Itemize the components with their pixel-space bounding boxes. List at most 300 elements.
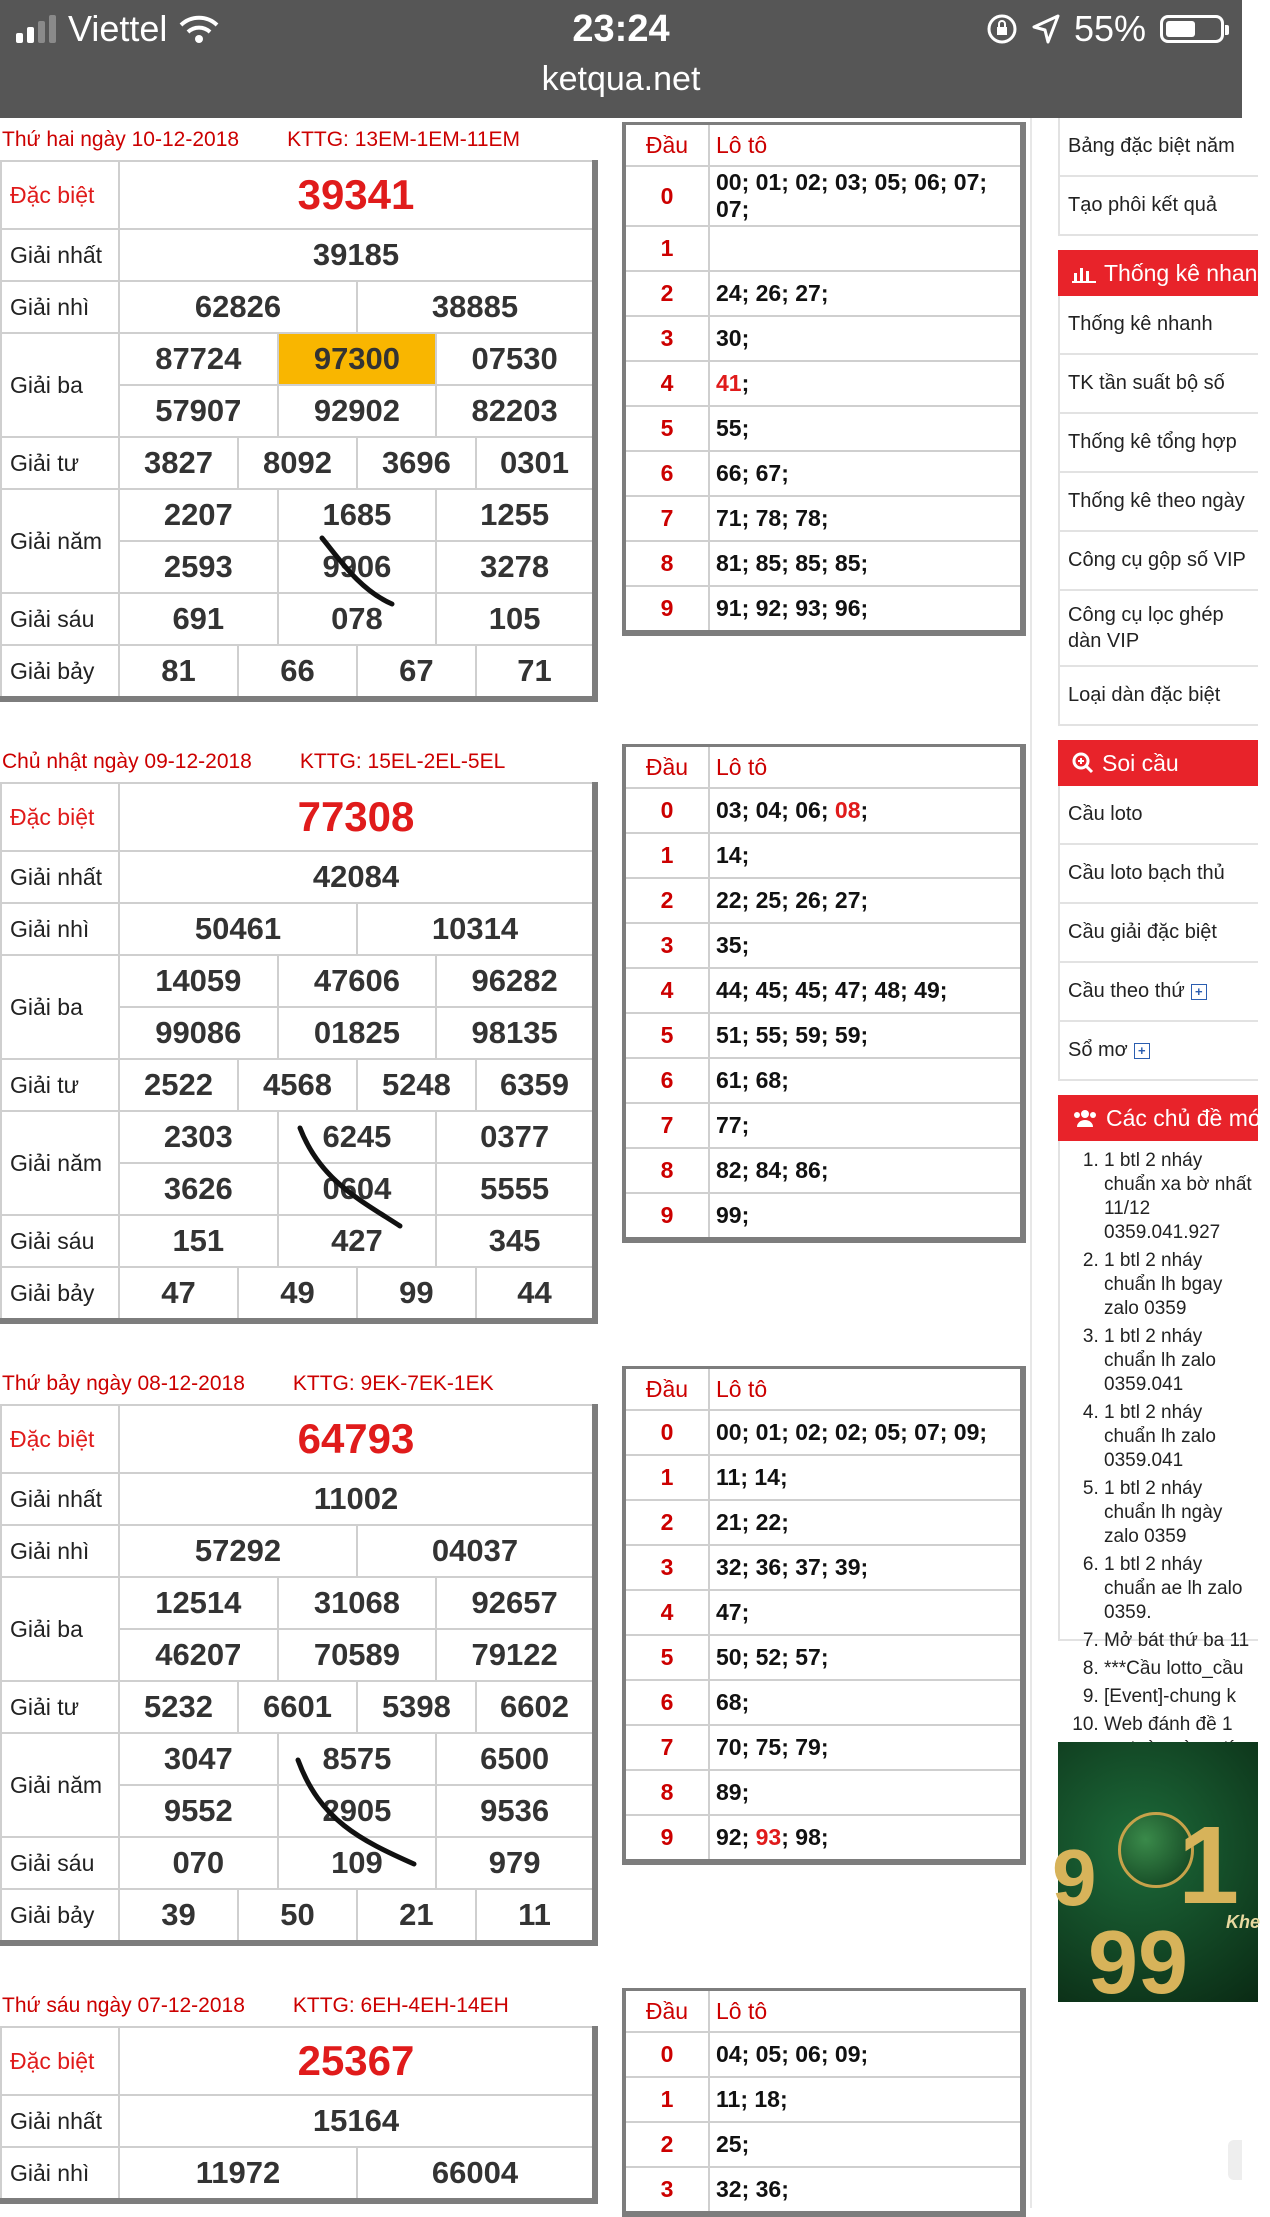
results-table: [0, 2026, 598, 2204]
loto-value: 25;: [716, 2131, 750, 2157]
label-ba: Giải ba: [1, 955, 119, 1059]
prize-number: 44: [476, 1267, 595, 1321]
label-sau: Giải sáu: [1, 1837, 119, 1889]
sidebar-link-label: Công cụ lọc ghép dàn VIP: [1068, 604, 1224, 652]
loto-value: 91; 92; 93; 96;: [716, 595, 869, 621]
loto-cell: [709, 1725, 1023, 1770]
loto-cell: [709, 1410, 1023, 1455]
draw-block: [0, 742, 598, 1324]
loto-block: [622, 1988, 1026, 2217]
loto-header: Lô tô: [709, 1990, 1023, 2033]
sidebar: [1058, 118, 1270, 1735]
label-tu: Giải tư: [1, 1681, 119, 1733]
draw-date: Thứ hai ngày 10-12-2018: [2, 128, 240, 151]
draw-block: [0, 1364, 598, 1946]
dau-digit: 8: [624, 541, 709, 586]
prize-number: 6601: [238, 1681, 357, 1733]
label-bay: Giải bảy: [1, 1267, 119, 1321]
topic-link[interactable]: 5. 1 btl 2 nháy chuẩn lh ngày zalo 0359: [1104, 1477, 1258, 1549]
loto-value: 47;: [716, 1599, 750, 1625]
loto-block: [622, 122, 1026, 636]
prize-number: 0604: [278, 1163, 437, 1215]
prize-number: 10314: [357, 903, 595, 955]
sidebar-link[interactable]: [1058, 118, 1258, 177]
label-nhat: Giải nhất: [1, 229, 119, 281]
dau-digit: 9: [624, 1193, 709, 1240]
prize-number: 57907: [119, 385, 278, 437]
dau-digit: 6: [624, 451, 709, 496]
battery-percent: 55%: [1073, 8, 1146, 49]
draw-header: [0, 742, 598, 782]
loto-header: Lô tô: [709, 746, 1023, 789]
sidebar-link[interactable]: [1058, 963, 1258, 1022]
label-nhat: Giải nhất: [1, 2095, 119, 2147]
expand-plus-icon[interactable]: +: [1134, 1043, 1150, 1059]
label-nam: Giải năm: [1, 489, 119, 593]
draw-kttg: KTTG: 6EH-4EH-14EH: [292, 1994, 509, 2017]
label-ba: Giải ba: [1, 333, 119, 437]
label-nhi: Giải nhì: [1, 903, 119, 955]
prize-number: 3278: [436, 541, 595, 593]
location-icon: [1032, 14, 1060, 44]
prize-number: 6500: [436, 1733, 595, 1785]
prize-number: 9906: [278, 541, 437, 593]
sidebar-link[interactable]: [1058, 414, 1258, 473]
battery-icon: [1160, 15, 1224, 43]
special-prize: 64793: [119, 1405, 595, 1473]
dau-digit: 3: [624, 316, 709, 361]
prize-number: 8092: [238, 437, 357, 489]
loto-value: 51; 55; 59; 59;: [716, 1022, 869, 1048]
loto-value: ; 98;: [781, 1824, 829, 1850]
draw-block: [0, 1986, 598, 2204]
loto-value: ;: [741, 370, 750, 396]
prize-number: 1685: [278, 489, 437, 541]
draw-date: Thứ sáu ngày 07-12-2018: [2, 1994, 245, 2017]
dau-digit: 2: [624, 271, 709, 316]
dau-digit: 2: [624, 878, 709, 923]
dau-digit: 4: [624, 968, 709, 1013]
sidebar-link[interactable]: [1058, 591, 1258, 667]
loto-value: 35;: [716, 932, 750, 958]
dau-digit: 1: [624, 226, 709, 271]
loto-cell: [709, 1058, 1023, 1103]
prize-number: 0377: [436, 1111, 595, 1163]
dau-digit: 5: [624, 1013, 709, 1058]
prize-number: 79122: [436, 1629, 595, 1681]
loto-value: 11; 18;: [716, 2086, 788, 2112]
dau-digit: 5: [624, 406, 709, 451]
dau-digit: 9: [624, 586, 709, 633]
label-tu: Giải tư: [1, 1059, 119, 1111]
loto-cell: [709, 2122, 1023, 2167]
sidebar-link-label: Loại dàn đặc biệt: [1068, 684, 1221, 706]
loto-cell: [709, 1500, 1023, 1545]
status-right: [986, 8, 1224, 50]
prize-number: 3696: [357, 437, 476, 489]
sidebar-link[interactable]: [1058, 473, 1258, 532]
prize-number: 11972: [119, 2147, 357, 2201]
loto-cell: [709, 1815, 1023, 1862]
loto-cell: [709, 1770, 1023, 1815]
topics-header: [1058, 1095, 1269, 1141]
special-prize: 39341: [119, 161, 595, 229]
loto-cell: [709, 968, 1023, 1013]
loto-value: 68;: [716, 1689, 750, 1715]
loto-cell: [709, 788, 1023, 833]
prize-number: 2207: [119, 489, 278, 541]
prize-number: 04037: [357, 1525, 595, 1577]
sidebar-link[interactable]: [1058, 1022, 1258, 1081]
label-dac-biet: Đặc biệt: [1, 2027, 119, 2095]
draw-header: [0, 120, 598, 160]
soicau-title: Soi cầu: [1102, 749, 1179, 776]
prize-number: 427: [278, 1215, 437, 1267]
loto-cell: [709, 361, 1023, 406]
loto-value: 99;: [716, 1202, 750, 1228]
first-prize: 15164: [119, 2095, 595, 2147]
loto-cell: [709, 226, 1023, 271]
prize-number: 47606: [278, 955, 437, 1007]
dau-header: Đầu: [624, 1990, 709, 2033]
ad-banner[interactable]: 9 1 99 Khe: [1058, 1742, 1258, 2002]
loto-cell: [709, 541, 1023, 586]
sidebar-link-label: Sổ mơ: [1068, 1039, 1128, 1061]
prize-number: 71: [476, 645, 595, 699]
dau-digit: 1: [624, 1455, 709, 1500]
prize-number: 3827: [119, 437, 238, 489]
dau-digit: 0: [624, 166, 709, 226]
sidebar-link-label: Bảng đặc biệt năm: [1068, 135, 1235, 157]
prize-number: 8575: [278, 1733, 437, 1785]
loto-table: [622, 1366, 1026, 1865]
special-prize: 77308: [119, 783, 595, 851]
label-nhi: Giải nhì: [1, 2147, 119, 2201]
loto-value: 30;: [716, 325, 750, 351]
sidebar-link-label: Cầu giải đặc biệt: [1068, 921, 1217, 943]
prize-number: 87724: [119, 333, 278, 385]
prize-number: 39: [119, 1889, 238, 1943]
prize-number: 92657: [436, 1577, 595, 1629]
dau-digit: 9: [624, 1815, 709, 1862]
loto-value: 92;: [716, 1824, 756, 1850]
label-nam: Giải năm: [1, 1111, 119, 1215]
dau-header: Đầu: [624, 124, 709, 167]
sidebar-link-label: Cầu loto: [1068, 803, 1143, 825]
label-nhat: Giải nhất: [1, 851, 119, 903]
loto-table: [622, 1988, 1026, 2217]
prize-number: 82203: [436, 385, 595, 437]
prize-number: 345: [436, 1215, 595, 1267]
label-bay: Giải bảy: [1, 1889, 119, 1943]
dau-digit: 2: [624, 2122, 709, 2167]
prize-number: 4568: [238, 1059, 357, 1111]
first-prize: 11002: [119, 1473, 595, 1525]
prize-number: 070: [119, 1837, 278, 1889]
loto-cell: [709, 1455, 1023, 1500]
prize-number: 96282: [436, 955, 595, 1007]
draw-date: Chủ nhật ngày 09-12-2018: [2, 750, 252, 773]
address-url[interactable]: ketqua.net: [541, 60, 701, 98]
prize-number: 6602: [476, 1681, 595, 1733]
prize-number: 97300: [278, 333, 437, 385]
loto-value: 44; 45; 45; 47; 48; 49;: [716, 977, 948, 1003]
loto-cell: [709, 406, 1023, 451]
dau-digit: 7: [624, 1103, 709, 1148]
loto-header: Lô tô: [709, 124, 1023, 167]
dau-digit: 8: [624, 1770, 709, 1815]
dau-digit: 3: [624, 923, 709, 968]
loto-value: 61; 68;: [716, 1067, 789, 1093]
prize-number: 0301: [476, 437, 595, 489]
label-nam: Giải năm: [1, 1733, 119, 1837]
prize-number: 31068: [278, 1577, 437, 1629]
sidebar-link[interactable]: [1058, 296, 1258, 355]
label-sau: Giải sáu: [1, 1215, 119, 1267]
dau-header: Đầu: [624, 746, 709, 789]
dau-digit: 2: [624, 1500, 709, 1545]
dau-digit: 1: [624, 2077, 709, 2122]
first-prize: 42084: [119, 851, 595, 903]
loto-cell: [709, 1013, 1023, 1058]
prize-number: 6245: [278, 1111, 437, 1163]
sidebar-link-label: Tạo phôi kết quả: [1068, 194, 1217, 216]
carrier-name: Viettel: [68, 8, 168, 49]
dau-digit: 0: [624, 1410, 709, 1455]
results-table: [0, 782, 598, 1324]
loto-cell: [709, 1635, 1023, 1680]
expand-plus-icon[interactable]: +: [1191, 984, 1207, 1000]
loto-value: ;: [860, 797, 869, 823]
results-table: [0, 1404, 598, 1946]
column-divider: [1030, 118, 1032, 2208]
loto-table: [622, 744, 1026, 1243]
clock: 23:24: [572, 8, 670, 50]
dau-digit: 4: [624, 361, 709, 406]
sidebar-link[interactable]: [1058, 355, 1258, 414]
loto-value: 32; 36;: [716, 2176, 789, 2202]
loto-cell: [709, 1590, 1023, 1635]
prize-number: 49: [238, 1267, 357, 1321]
prize-number: 46207: [119, 1629, 278, 1681]
topic-link[interactable]: 4. 1 btl 2 nháy chuẩn lh zalo 0359.041: [1104, 1401, 1258, 1473]
prize-number: 3626: [119, 1163, 278, 1215]
prize-number: 38885: [357, 281, 595, 333]
prize-number: 67: [357, 645, 476, 699]
label-nhat: Giải nhất: [1, 1473, 119, 1525]
loto-value: 11; 14;: [716, 1464, 788, 1490]
dau-digit: 7: [624, 1725, 709, 1770]
sidebar-link[interactable]: [1058, 904, 1258, 963]
prize-number: 47: [119, 1267, 238, 1321]
sidebar-link-label: TK tần suất bộ số: [1068, 372, 1225, 394]
prize-number: 5555: [436, 1163, 595, 1215]
loto-value: 14;: [716, 842, 750, 868]
results-table: [0, 160, 598, 702]
topics-title: Các chủ đề mới: [1106, 1104, 1269, 1131]
dau-digit: 6: [624, 1680, 709, 1725]
loto-value: 93: [755, 1824, 782, 1850]
prize-number: 12514: [119, 1577, 278, 1629]
loto-cell: [709, 923, 1023, 968]
prize-number: 92902: [278, 385, 437, 437]
loto-cell: [709, 1103, 1023, 1148]
loto-cell: [709, 586, 1023, 633]
loto-value: 82; 84; 86;: [716, 1157, 829, 1183]
loto-block: [622, 1366, 1026, 1865]
sidebar-link-label: Thống kê tổng hợp: [1068, 431, 1237, 453]
label-bay: Giải bảy: [1, 645, 119, 699]
prize-number: 62826: [119, 281, 357, 333]
topic-link[interactable]: 1. 1 btl 2 nháy chuẩn xa bờ nhất 11/12 0359.041.927: [1104, 1149, 1258, 1245]
label-dac-biet: Đặc biệt: [1, 161, 119, 229]
loto-cell: [709, 2032, 1023, 2077]
dau-digit: 3: [624, 1545, 709, 1590]
topic-link[interactable]: 2. 1 btl 2 nháy chuẩn lh bgay zalo 0359: [1104, 1249, 1258, 1321]
prize-number: 5398: [357, 1681, 476, 1733]
draw-kttg: KTTG: 9EK-7EK-1EK: [292, 1372, 494, 1395]
bar-chart-icon: [1072, 263, 1096, 283]
loto-cell: [709, 271, 1023, 316]
loto-value: 00; 01; 02; 03; 05; 06; 07; 07;: [716, 169, 988, 222]
prize-number: 979: [436, 1837, 595, 1889]
loto-cell: [709, 1193, 1023, 1240]
dau-digit: 5: [624, 1635, 709, 1680]
loto-cell: [709, 2167, 1023, 2214]
loto-value: 50; 52; 57;: [716, 1644, 829, 1670]
sidebar-link-label: Cầu loto bạch thủ: [1068, 862, 1225, 884]
prize-number: 5232: [119, 1681, 238, 1733]
draw-date: Thứ bảy ngày 08-12-2018: [2, 1372, 245, 1395]
loto-value: 70; 75; 79;: [716, 1734, 829, 1760]
prize-number: 99086: [119, 1007, 278, 1059]
loto-header: Lô tô: [709, 1368, 1023, 1411]
sidebar-link[interactable]: [1058, 532, 1258, 591]
draw-block: [0, 120, 598, 702]
prize-number: 9536: [436, 1785, 595, 1837]
topic-link[interactable]: 3. 1 btl 2 nháy chuẩn lh zalo 0359.041: [1104, 1325, 1258, 1397]
label-dac-biet: Đặc biệt: [1, 1405, 119, 1473]
prize-number: 2303: [119, 1111, 278, 1163]
prize-number: 50461: [119, 903, 357, 955]
prize-number: 3047: [119, 1733, 278, 1785]
loto-value: 03; 04; 06;: [716, 797, 835, 823]
prize-number: 691: [119, 593, 278, 645]
dau-digit: 8: [624, 1148, 709, 1193]
prize-number: 5248: [357, 1059, 476, 1111]
prize-number: 2593: [119, 541, 278, 593]
scroll-tab[interactable]: [1228, 2140, 1242, 2180]
loto-value: 22; 25; 26; 27;: [716, 887, 869, 913]
label-nhi: Giải nhì: [1, 1525, 119, 1577]
loto-value: 66; 67;: [716, 460, 789, 486]
dau-digit: 0: [624, 788, 709, 833]
sidebar-link[interactable]: [1058, 177, 1258, 236]
topic-link[interactable]: 9. [Event]-chung k: [1104, 1685, 1258, 1709]
loto-cell: [709, 451, 1023, 496]
loto-cell: [709, 1680, 1023, 1725]
special-prize: 25367: [119, 2027, 595, 2095]
loto-cell: [709, 496, 1023, 541]
search-plus-icon: [1072, 752, 1094, 774]
dau-header: Đầu: [624, 1368, 709, 1411]
rotation-lock-icon: [986, 13, 1018, 45]
draw-kttg: KTTG: 13EM-1EM-11EM: [287, 128, 521, 151]
loto-cell: [709, 1545, 1023, 1590]
prize-number: 2905: [278, 1785, 437, 1837]
prize-number: 21: [357, 1889, 476, 1943]
prize-number: 078: [278, 593, 437, 645]
loto-value: 21; 22;: [716, 1509, 789, 1535]
thongke-title: Thống kê nhanh: [1104, 259, 1270, 286]
loto-value: 00; 01; 02; 02; 05; 07; 09;: [716, 1419, 988, 1445]
loto-value: 89;: [716, 1779, 750, 1805]
sidebar-link-label: Công cụ gộp số VIP: [1068, 549, 1246, 571]
topic-link[interactable]: 6. 1 btl 2 nháy chuẩn ae lh zalo 0359.: [1104, 1553, 1258, 1625]
loto-value: 08: [834, 797, 861, 823]
dau-digit: 1: [624, 833, 709, 878]
prize-number: 1255: [436, 489, 595, 541]
topic-link[interactable]: 10. Web đánh đề 1: [1104, 1713, 1258, 1761]
loto-cell: [709, 2077, 1023, 2122]
loto-value: 81; 85; 85; 85;: [716, 550, 869, 576]
sidebar-link-label: Thống kê theo ngày: [1068, 490, 1245, 512]
label-nhi: Giải nhì: [1, 281, 119, 333]
dau-digit: 7: [624, 496, 709, 541]
prize-number: 6359: [476, 1059, 595, 1111]
first-prize: 39185: [119, 229, 595, 281]
prize-number: 66004: [357, 2147, 595, 2201]
loto-value: 77;: [716, 1112, 750, 1138]
loto-block: [622, 744, 1026, 1243]
loto-value: 24; 26; 27;: [716, 280, 829, 306]
topic-link[interactable]: 8. ***Cầu lotto_cầu: [1104, 1657, 1258, 1681]
thongke-header: [1058, 250, 1270, 296]
loto-table: [622, 122, 1026, 636]
prize-number: 57292: [119, 1525, 357, 1577]
sidebar-link[interactable]: [1058, 786, 1258, 845]
sidebar-link[interactable]: [1058, 667, 1258, 726]
prize-number: 105: [436, 593, 595, 645]
draw-header: [0, 1986, 598, 2026]
prize-number: 81: [119, 645, 238, 699]
dau-digit: 4: [624, 1590, 709, 1635]
prize-number: 14059: [119, 955, 278, 1007]
dau-digit: 3: [624, 2167, 709, 2214]
sidebar-link-label: Thống kê nhanh: [1068, 313, 1213, 335]
label-sau: Giải sáu: [1, 593, 119, 645]
dau-digit: 6: [624, 1058, 709, 1103]
users-icon: [1072, 1108, 1098, 1128]
loto-value: 41: [716, 370, 742, 396]
prize-number: 11: [476, 1889, 595, 1943]
loto-cell: [709, 878, 1023, 923]
topics-list: [1058, 1141, 1258, 1735]
prize-number: 66: [238, 645, 357, 699]
label-tu: Giải tư: [1, 437, 119, 489]
sidebar-link[interactable]: [1058, 845, 1258, 904]
prize-number: 07530: [436, 333, 595, 385]
loto-value: 32; 36; 37; 39;: [716, 1554, 869, 1580]
prize-number: 151: [119, 1215, 278, 1267]
loto-cell: [709, 316, 1023, 361]
draw-kttg: KTTG: 15EL-2EL-5EL: [299, 750, 506, 773]
dau-digit: 0: [624, 2032, 709, 2077]
loto-cell: [709, 1148, 1023, 1193]
topic-link[interactable]: 7. Mở bát thứ ba 11: [1104, 1629, 1258, 1653]
prize-number: 109: [278, 1837, 437, 1889]
prize-number: 9552: [119, 1785, 278, 1837]
